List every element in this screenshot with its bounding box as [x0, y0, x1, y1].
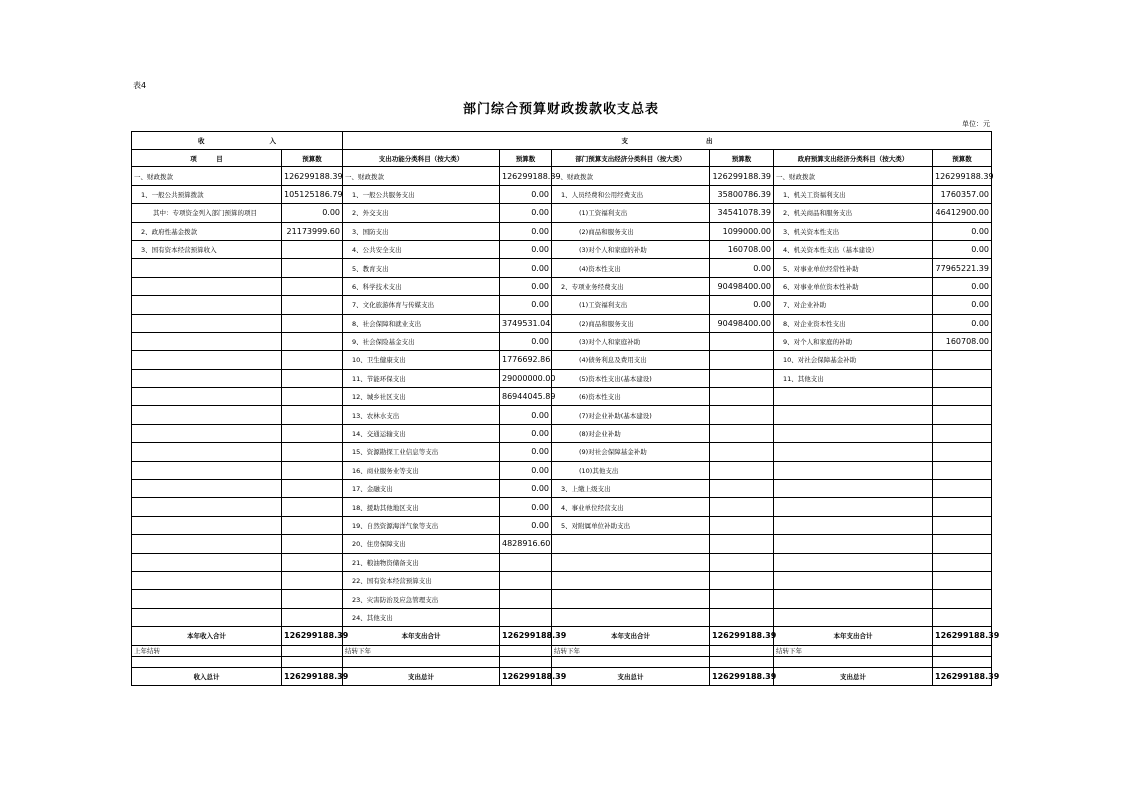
- dept-value: 90498400.00: [710, 314, 774, 332]
- dept-item: (1)工资福利支出: [552, 296, 710, 314]
- func-item: 4、公共安全支出: [343, 240, 500, 258]
- func-value: 0.00: [500, 259, 552, 277]
- table-row: [132, 535, 992, 553]
- income-value: [282, 553, 343, 571]
- income-value: [282, 498, 343, 516]
- func-value: 29000000.00: [500, 369, 552, 387]
- table-row: [132, 185, 992, 203]
- dept-item: [552, 590, 710, 608]
- func-item: 11、节能环保支出: [343, 369, 500, 387]
- gov-item: 3、机关资本性支出: [774, 222, 933, 240]
- dept-value: [710, 535, 774, 553]
- func-value: 0.00: [500, 498, 552, 516]
- func-value: 0.00: [500, 185, 552, 203]
- func-value: 3749531.04: [500, 314, 552, 332]
- dept-item: [552, 535, 710, 553]
- func-item: 19、自然资源海洋气象等支出: [343, 516, 500, 534]
- total-exp-label: 本年支出合计: [343, 627, 500, 645]
- gov-item: 5、对事业单位经常性补助: [774, 259, 933, 277]
- carry-dept-label: 结转下年: [552, 645, 710, 656]
- func-value: 0.00: [500, 424, 552, 442]
- gov-item: 6、对事业单位资本性补助: [774, 277, 933, 295]
- func-value: 0.00: [500, 204, 552, 222]
- table-row: [132, 461, 992, 479]
- gov-item: [774, 590, 933, 608]
- dept-value: 35800786.39: [710, 185, 774, 203]
- gov-value: [933, 498, 992, 516]
- dept-item: (10)其他支出: [552, 461, 710, 479]
- func-value: 0.00: [500, 222, 552, 240]
- income-item: [132, 424, 282, 442]
- col-func-header: 支出功能分类科目（按大类）: [343, 150, 500, 167]
- income-value: 21173999.60: [282, 222, 343, 240]
- func-item: 12、城乡社区支出: [343, 388, 500, 406]
- gov-item: [774, 443, 933, 461]
- gov-item: 9、对个人和家庭的补助: [774, 332, 933, 350]
- table-row: [132, 516, 992, 534]
- col-dept-header: 部门预算支出经济分类科目（按大类）: [552, 150, 710, 167]
- func-item: 23、灾害防治及应急管理支出: [343, 590, 500, 608]
- gov-item: 10、对社会保障基金补助: [774, 351, 933, 369]
- dept-value: 90498400.00: [710, 277, 774, 295]
- grand-exp-label: 支出总计: [774, 667, 933, 685]
- func-item: 13、农林水支出: [343, 406, 500, 424]
- gov-value: 0.00: [933, 240, 992, 258]
- gov-value: [933, 590, 992, 608]
- grand-income-label: 收入总计: [132, 667, 282, 685]
- func-value: 0.00: [500, 296, 552, 314]
- col-budget-header: 预算数: [710, 150, 774, 167]
- income-item: [132, 443, 282, 461]
- income-item: [132, 406, 282, 424]
- gov-value: [933, 535, 992, 553]
- table-row: [132, 351, 992, 369]
- income-value: [282, 424, 343, 442]
- func-item: 24、其他支出: [343, 608, 500, 626]
- income-item: [132, 553, 282, 571]
- income-item: 3、国有资本经营预算收入: [132, 240, 282, 258]
- col-gov-header: 政府预算支出经济分类科目（按大类）: [774, 150, 933, 167]
- gov-value: [933, 443, 992, 461]
- grand-dept-value: 126299188.39: [710, 667, 774, 685]
- expense-header: 支 出: [343, 132, 992, 150]
- dept-value: [710, 553, 774, 571]
- income-value: [282, 516, 343, 534]
- income-item: 2、政府性基金拨款: [132, 222, 282, 240]
- table-row: [132, 388, 992, 406]
- income-item: [132, 571, 282, 589]
- income-item: [132, 277, 282, 295]
- dept-item: 4、事业单位经营支出: [552, 498, 710, 516]
- dept-item: 2、专项业务经费支出: [552, 277, 710, 295]
- income-value: [282, 296, 343, 314]
- income-value: [282, 314, 343, 332]
- table-row: [132, 204, 992, 222]
- dept-value: [710, 480, 774, 498]
- gov-item: [774, 553, 933, 571]
- dept-value: [710, 388, 774, 406]
- dept-item: (4)资本性支出: [552, 259, 710, 277]
- gov-item: [774, 388, 933, 406]
- func-value: [500, 608, 552, 626]
- table-row: [132, 259, 992, 277]
- income-value: 0.00: [282, 204, 343, 222]
- gov-item: [774, 608, 933, 626]
- dept-item: (2)商品和服务支出: [552, 222, 710, 240]
- table-row: [132, 277, 992, 295]
- dept-item: (9)对社会保障基金补助: [552, 443, 710, 461]
- income-item: [132, 498, 282, 516]
- header-row-columns: [132, 150, 992, 167]
- func-item: 21、粮油物资储备支出: [343, 553, 500, 571]
- income-item: [132, 516, 282, 534]
- col-budget-header: 预算数: [500, 150, 552, 167]
- func-value: [500, 571, 552, 589]
- income-item: [132, 351, 282, 369]
- col-budget-header: 预算数: [282, 150, 343, 167]
- gov-value: [933, 388, 992, 406]
- dept-value: 126299188.39: [710, 167, 774, 185]
- carry-row: [132, 645, 992, 656]
- table-row: [132, 571, 992, 589]
- dept-value: [710, 332, 774, 350]
- dept-value: [710, 461, 774, 479]
- total-dept-value: 126299188.39: [710, 627, 774, 645]
- gov-item: 4、机关资本性支出（基本建设）: [774, 240, 933, 258]
- grand-income-value: 126299188.39: [282, 667, 343, 685]
- grand-func-value: 126299188.39: [500, 667, 552, 685]
- income-value: [282, 590, 343, 608]
- dept-value: 1099000.00: [710, 222, 774, 240]
- func-item: 20、住房保障支出: [343, 535, 500, 553]
- income-item: [132, 388, 282, 406]
- gov-value: [933, 424, 992, 442]
- func-item: 2、外交支出: [343, 204, 500, 222]
- gov-value: 1760357.00: [933, 185, 992, 203]
- gov-item: [774, 461, 933, 479]
- table-row: [132, 240, 992, 258]
- dept-item: (6)资本性支出: [552, 388, 710, 406]
- dept-item: (1)工资福利支出: [552, 204, 710, 222]
- dept-item: [552, 608, 710, 626]
- gov-item: [774, 571, 933, 589]
- gov-item: 7、对企业补助: [774, 296, 933, 314]
- gov-item: [774, 535, 933, 553]
- total-gov-value: 126299188.39: [933, 627, 992, 645]
- gov-value: 46412900.00: [933, 204, 992, 222]
- total-exp-label: 本年支出合计: [774, 627, 933, 645]
- carry-gov-label: 结转下年: [774, 645, 933, 656]
- dept-value: [710, 571, 774, 589]
- dept-item: 一、财政拨款: [552, 167, 710, 185]
- income-item: [132, 535, 282, 553]
- table-row: [132, 608, 992, 626]
- func-value: 0.00: [500, 277, 552, 295]
- income-item: [132, 369, 282, 387]
- func-item: 3、国防支出: [343, 222, 500, 240]
- header-row-group: [132, 132, 992, 150]
- gov-value: 160708.00: [933, 332, 992, 350]
- gov-item: 8、对企业资本性支出: [774, 314, 933, 332]
- gov-value: 0.00: [933, 314, 992, 332]
- gov-value: 0.00: [933, 296, 992, 314]
- func-item: 15、资源勘探工业信息等支出: [343, 443, 500, 461]
- func-value: [500, 590, 552, 608]
- table-row: [132, 590, 992, 608]
- gov-item: 1、机关工资福利支出: [774, 185, 933, 203]
- income-header: 收 入: [132, 132, 343, 150]
- data-rows: [132, 167, 992, 627]
- table-row: [132, 443, 992, 461]
- gov-item: [774, 406, 933, 424]
- grand-exp-label: 支出总计: [343, 667, 500, 685]
- income-item: 其中：专项资金列入部门预算的项目: [132, 204, 282, 222]
- func-item: 17、金融支出: [343, 480, 500, 498]
- unit-label: 单位：元: [962, 120, 990, 128]
- budget-table: [131, 131, 1000, 686]
- dept-value: [710, 424, 774, 442]
- income-item: 1、一般公共预算拨款: [132, 185, 282, 203]
- grand-gov-value: 126299188.39: [933, 667, 992, 685]
- income-item: [132, 259, 282, 277]
- income-item: [132, 480, 282, 498]
- dept-item: [552, 571, 710, 589]
- func-value: [500, 553, 552, 571]
- dept-value: [710, 590, 774, 608]
- gov-value: [933, 480, 992, 498]
- income-value: [282, 369, 343, 387]
- income-value: [282, 388, 343, 406]
- gov-item: [774, 498, 933, 516]
- func-value: 0.00: [500, 443, 552, 461]
- func-value: 86944045.89: [500, 388, 552, 406]
- dept-value: 0.00: [710, 259, 774, 277]
- func-value: 126299188.39: [500, 167, 552, 185]
- dept-value: [710, 351, 774, 369]
- income-value: [282, 535, 343, 553]
- func-item: 一、财政拨款: [343, 167, 500, 185]
- dept-value: [710, 608, 774, 626]
- func-item: 14、交通运输支出: [343, 424, 500, 442]
- dept-value: 34541078.39: [710, 204, 774, 222]
- func-value: 4828916.60: [500, 535, 552, 553]
- func-value: 1776692.86: [500, 351, 552, 369]
- income-value: [282, 480, 343, 498]
- gov-item: 2、机关商品和服务支出: [774, 204, 933, 222]
- dept-value: [710, 443, 774, 461]
- gov-value: 77965221.39: [933, 259, 992, 277]
- dept-item: (5)资本性支出(基本建设): [552, 369, 710, 387]
- total-income-value: 126299188.39: [282, 627, 343, 645]
- dept-item: (2)商品和服务支出: [552, 314, 710, 332]
- dept-item: (7)对企业补助(基本建设): [552, 406, 710, 424]
- dept-item: 3、上缴上级支出: [552, 480, 710, 498]
- func-item: 7、文化旅游体育与传媒支出: [343, 296, 500, 314]
- col-budget-header: 预算数: [933, 150, 992, 167]
- func-item: 9、社会保险基金支出: [343, 332, 500, 350]
- gov-item: 一、财政拨款: [774, 167, 933, 185]
- dept-item: [552, 553, 710, 571]
- gov-value: [933, 553, 992, 571]
- page-title: 部门综合预算财政拨款收支总表: [462, 102, 659, 117]
- gov-value: [933, 571, 992, 589]
- income-value: [282, 461, 343, 479]
- dept-value: [710, 498, 774, 516]
- gov-item: [774, 480, 933, 498]
- func-value: 0.00: [500, 332, 552, 350]
- grand-total-row: [132, 667, 992, 685]
- table-row: [132, 167, 992, 185]
- income-value: [282, 259, 343, 277]
- income-value: [282, 277, 343, 295]
- income-item: [132, 314, 282, 332]
- dept-value: [710, 516, 774, 534]
- dept-item: (3)对个人和家庭补助: [552, 332, 710, 350]
- gov-value: 0.00: [933, 222, 992, 240]
- dept-value: [710, 406, 774, 424]
- gov-item: [774, 424, 933, 442]
- table-row: [132, 296, 992, 314]
- func-value: 0.00: [500, 516, 552, 534]
- dept-value: [710, 369, 774, 387]
- blank-row: [132, 656, 992, 667]
- func-item: 22、国有资本经营预算支出: [343, 571, 500, 589]
- dept-item: (3)对个人和家庭的补助: [552, 240, 710, 258]
- income-item: 一、财政拨款: [132, 167, 282, 185]
- dept-value: 160708.00: [710, 240, 774, 258]
- gov-item: [774, 516, 933, 534]
- income-item: [132, 332, 282, 350]
- table-row: [132, 498, 992, 516]
- func-item: 5、教育支出: [343, 259, 500, 277]
- table-row: [132, 369, 992, 387]
- func-value: 0.00: [500, 480, 552, 498]
- func-item: 16、商业服务业等支出: [343, 461, 500, 479]
- func-item: 18、援助其他地区支出: [343, 498, 500, 516]
- dept-item: 5、对附属单位补助支出: [552, 516, 710, 534]
- carry-func-label: 结转下年: [343, 645, 500, 656]
- dept-item: 1、人员经费和公用经费支出: [552, 185, 710, 203]
- table-row: [132, 553, 992, 571]
- gov-item: 11、其他支出: [774, 369, 933, 387]
- total-exp-label: 本年支出合计: [552, 627, 710, 645]
- gov-value: [933, 369, 992, 387]
- income-item: [132, 608, 282, 626]
- table-row: [132, 314, 992, 332]
- income-value: [282, 406, 343, 424]
- income-value: [282, 240, 343, 258]
- total-func-value: 126299188.39: [500, 627, 552, 645]
- gov-value: [933, 406, 992, 424]
- table-row: [132, 406, 992, 424]
- gov-value: 126299188.39: [933, 167, 992, 185]
- income-item: [132, 590, 282, 608]
- gov-value: [933, 516, 992, 534]
- income-item: [132, 296, 282, 314]
- dept-item: (4)债务利息及费用支出: [552, 351, 710, 369]
- gov-value: [933, 608, 992, 626]
- func-item: 6、科学技术支出: [343, 277, 500, 295]
- income-value: 126299188.39: [282, 167, 343, 185]
- table-row: [132, 332, 992, 350]
- func-item: 1、一般公共服务支出: [343, 185, 500, 203]
- gov-value: [933, 351, 992, 369]
- dept-value: 0.00: [710, 296, 774, 314]
- dept-item: (8)对企业补助: [552, 424, 710, 442]
- income-value: [282, 351, 343, 369]
- table-row: [132, 222, 992, 240]
- income-value: [282, 571, 343, 589]
- income-value: [282, 443, 343, 461]
- func-value: 0.00: [500, 406, 552, 424]
- income-item: [132, 461, 282, 479]
- income-value: 105125186.79: [282, 185, 343, 203]
- carry-income-label: 上年结转: [132, 645, 282, 656]
- total-row: [132, 627, 992, 645]
- func-item: 10、卫生健康支出: [343, 351, 500, 369]
- income-value: [282, 608, 343, 626]
- table-row: [132, 424, 992, 442]
- func-item: 8、社会保障和就业支出: [343, 314, 500, 332]
- gov-value: [933, 461, 992, 479]
- table-tag: 表4: [133, 81, 147, 90]
- table-row: [132, 480, 992, 498]
- gov-value: 0.00: [933, 277, 992, 295]
- func-value: 0.00: [500, 461, 552, 479]
- col-item-header: 项 目: [132, 150, 282, 167]
- grand-exp-label: 支出总计: [552, 667, 710, 685]
- func-value: 0.00: [500, 240, 552, 258]
- income-value: [282, 332, 343, 350]
- total-income-label: 本年收入合计: [132, 627, 282, 645]
